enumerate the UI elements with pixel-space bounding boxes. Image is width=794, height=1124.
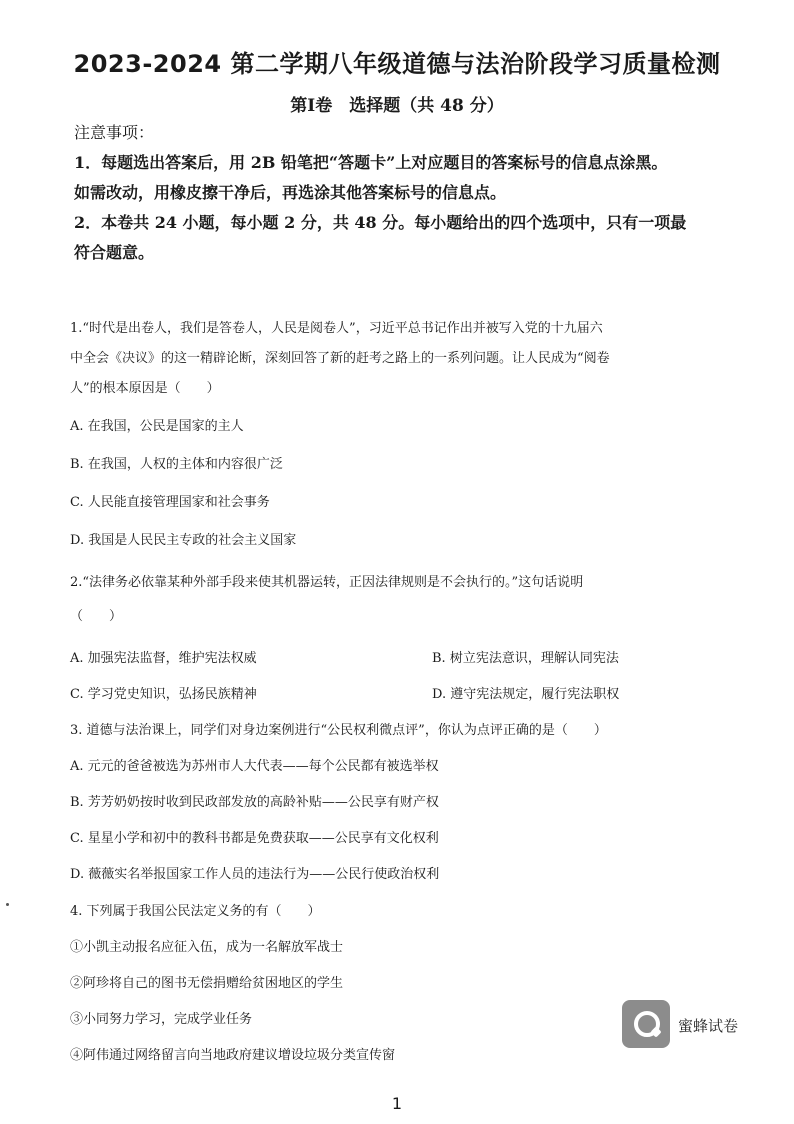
scan-speck bbox=[6, 903, 9, 906]
instruction-line: 1．每题选出答案后，用 2B 铅笔把“答题卡”上对应题目的答案标号的信息点涂黑。 bbox=[74, 153, 668, 172]
instructions-heading: 注意事项： bbox=[74, 123, 155, 142]
option-a: A. 元元的爸爸被选为苏州市人大代表——每个公民都有被选举权 bbox=[70, 759, 439, 774]
option-c: C. 星星小学和初中的教科书都是免费获取——公民享有文化权利 bbox=[70, 831, 439, 846]
instruction-line: 2．本卷共 24 小题，每小题 2 分，共 48 分。每小题给出的四个选项中，只有一项最 bbox=[74, 213, 687, 232]
option-c: C. 人民能直接管理国家和社会事务 bbox=[70, 495, 270, 510]
beehive-q-logo-icon bbox=[622, 1000, 670, 1048]
options-row bbox=[70, 644, 750, 674]
options-row bbox=[70, 680, 750, 710]
statement-2: ②阿珍将自己的图书无偿捐赠给贫困地区的学生 bbox=[70, 976, 344, 991]
option-a: A. 在我国，公民是国家的主人 bbox=[70, 419, 244, 434]
statement-4: ④阿伟通过网络留言向当地政府建议增设垃圾分类宣传窗 bbox=[70, 1048, 396, 1063]
question-stem-line: 人”的根本原因是（ ） bbox=[70, 381, 220, 396]
instructions bbox=[74, 118, 764, 268]
watermark-text: 蜜蜂试卷 bbox=[678, 1017, 739, 1035]
exam-title: 2023-2024 第二学期八年级道德与法治阶段学习质量检测 bbox=[73, 50, 721, 78]
option-b: B. 芳芳奶奶按时收到民政部发放的高龄补贴——公民享有财产权 bbox=[70, 795, 439, 810]
question-stem-line: 2.“法律务必依靠某种外部手段来使其机器运转，正因法律规则是不会执行的。”这句话说明 bbox=[70, 575, 584, 590]
page-number: 1 bbox=[391, 1094, 403, 1113]
option-d: D. 遵守宪法规定，履行宪法职权 bbox=[432, 687, 620, 702]
section-title: 第Ⅰ卷 选择题（共 48 分） bbox=[290, 96, 504, 116]
statement-3: ③小同努力学习，完成学业任务 bbox=[70, 1012, 253, 1027]
option-a: A. 加强宪法监督，维护宪法权威 bbox=[70, 651, 257, 666]
statement-1: ①小凯主动报名应征入伍，成为一名解放军战士 bbox=[70, 940, 344, 955]
question-1 bbox=[70, 314, 750, 556]
option-d: D. 薇薇实名举报国家工作人员的违法行为——公民行使政治权利 bbox=[70, 867, 440, 882]
option-b: B. 树立宪法意识，理解认同宪法 bbox=[432, 651, 619, 666]
question-stem-line: 中全会《决议》的这一精辟论断，深刻回答了新的赶考之路上的一系列问题。让人民成为“阅卷 bbox=[70, 351, 610, 366]
question-2 bbox=[70, 568, 750, 632]
question-stem-line: 3. 道德与法治课上，同学们对身边案例进行“公民权利微点评”，你认为点评正确的是（ ） bbox=[70, 723, 607, 738]
instruction-line: 如需改动，用橡皮擦干净后，再选涂其他答案标号的信息点。 bbox=[74, 183, 507, 202]
instruction-line: 符合题意。 bbox=[74, 243, 155, 262]
option-c: C. 学习党史知识，弘扬民族精神 bbox=[70, 687, 257, 702]
question-stem-line: 1.“时代是出卷人，我们是答卷人，人民是阅卷人”，习近平总书记作出并被写入党的十九届六 bbox=[70, 321, 603, 336]
option-b: B. 在我国，人权的主体和内容很广泛 bbox=[70, 457, 283, 472]
question-3 bbox=[70, 716, 750, 890]
option-d: D. 我国是人民民主专政的社会主义国家 bbox=[70, 533, 297, 548]
question-stem-line: （ ） bbox=[70, 609, 123, 624]
question-stem-line: 4. 下列属于我国公民法定义务的有（ ） bbox=[70, 904, 321, 919]
